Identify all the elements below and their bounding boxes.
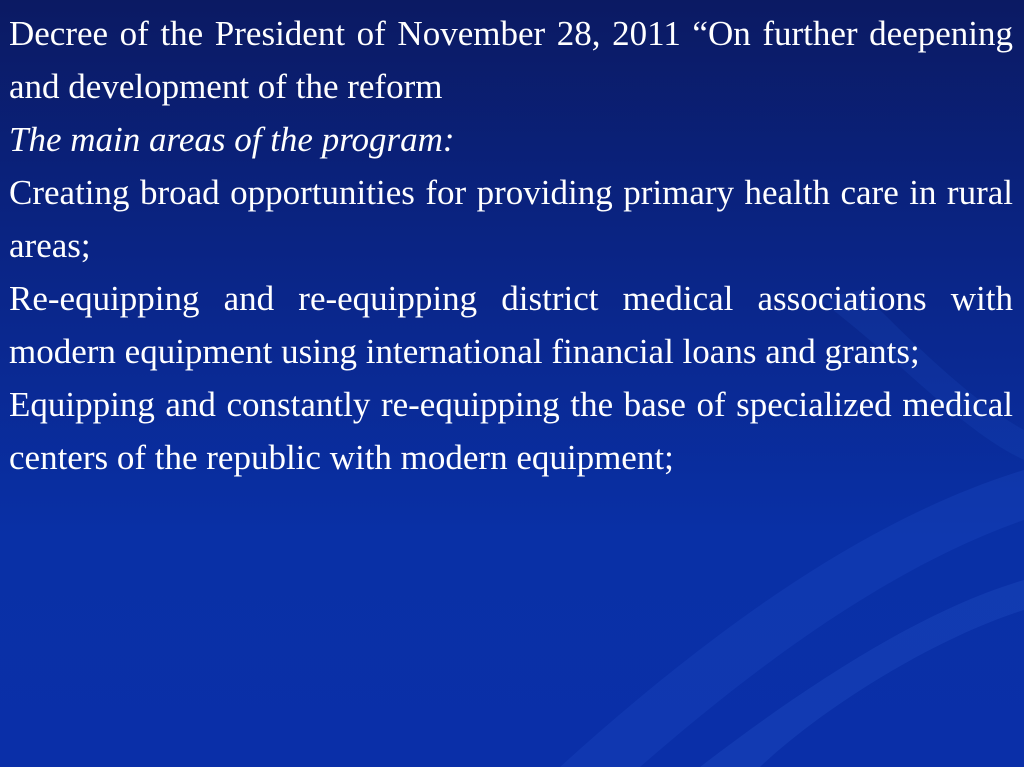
- program-areas-heading: The main areas of the program:: [9, 120, 455, 159]
- program-area-item: Re-equipping and re-equipping district medical associations with modern equipment using international financial loans and grants;: [9, 279, 1013, 371]
- slide-body: [9, 7, 1013, 484]
- program-area-item: Equipping and constantly re-equipping the base of specialized medical centers of the republic with modern equipment;: [9, 385, 1013, 477]
- decree-title: Decree of the President of November 28, 2011 “On further deepening and development of the reform: [9, 14, 1013, 106]
- program-area-item: Creating broad opportunities for providing primary health care in rural areas;: [9, 173, 1013, 265]
